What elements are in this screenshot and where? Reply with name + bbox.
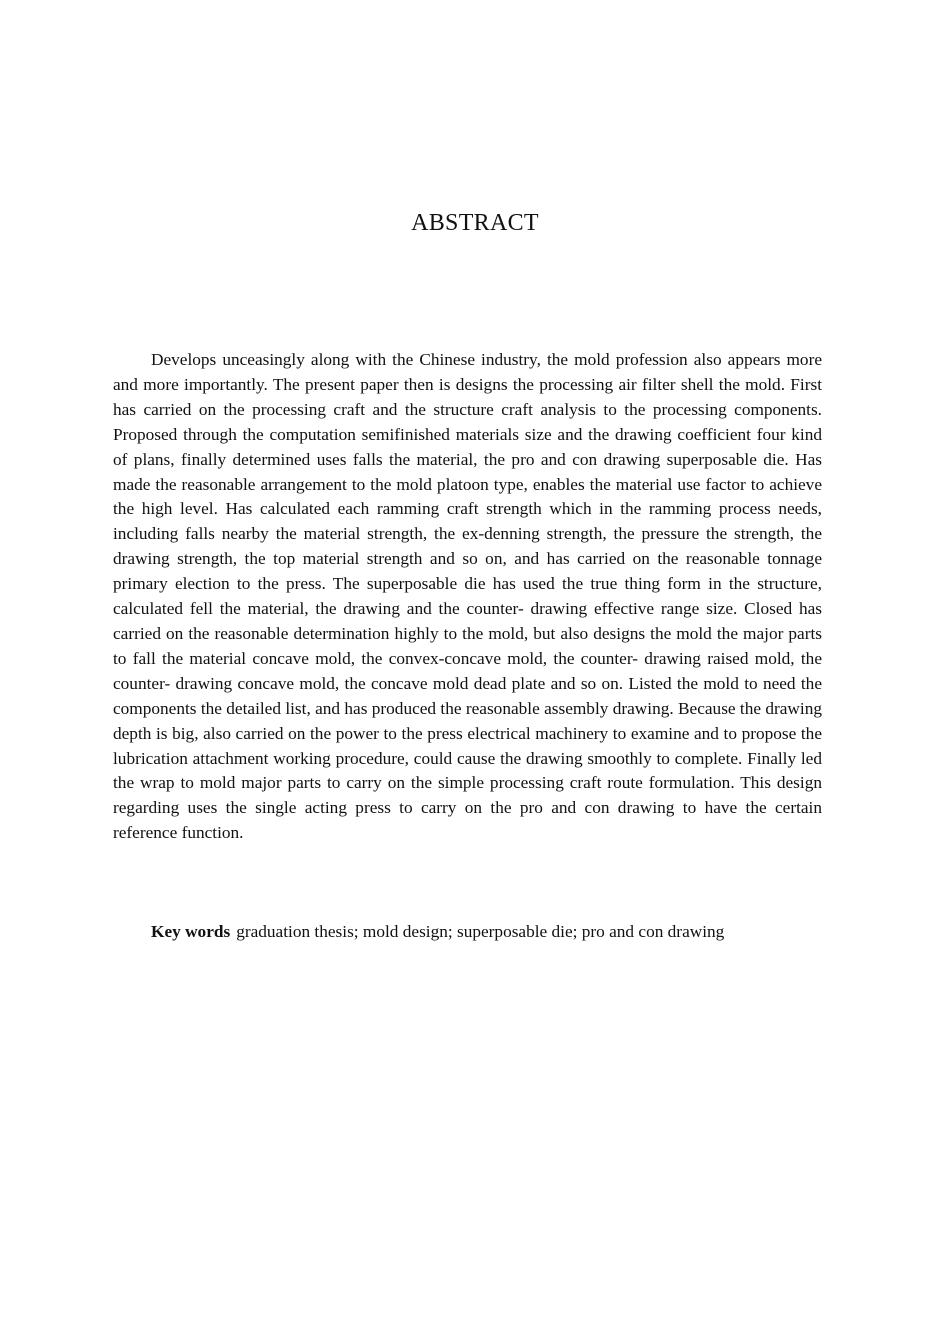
abstract-title: ABSTRACT: [411, 210, 539, 236]
keywords-label: Key words: [151, 922, 231, 941]
keywords-line: [113, 920, 822, 945]
keywords-text: graduation thesis; mold design; superposable die; pro and con drawing: [236, 922, 725, 941]
abstract-body-paragraph: Develops unceasingly along with the Chinese industry, the mold profession also appears more and more importantly. The present paper then is designs the processing air filter shell the mold. First has carried on the processing craft and the structure craft analysis to the processing components. Proposed through the computation semifinished materials size and the drawing coefficient four kind of plans, finally determined uses falls the material, the pro and con drawing superposable die. Has made the reasonable arrangement to the mold platoon type, enables the material use factor to achieve the high level. Has calculated each ramming craft strength which in the ramming process needs, including falls nearby the material strength, the ex-denning strength, the pressure the strength, the drawing strength, the top material strength and so on, and has carried on the reasonable tonnage primary election to the press. The superposable die has used the true thing form in the structure, calculated fell the material, the drawing and the counter- drawing effective range size. Closed has carried on the reasonable determination highly to the mold, but also designs the mold the major parts to fall the material concave mold, the convex-concave mold, the counter- drawing raised mold, the counter- drawing concave mold, the concave mold dead plate and so on. Listed the mold to need the components the detailed list, and has produced the reasonable assembly drawing. Because the drawing depth is big, also carried on the power to the press electrical machinery to examine and to propose the lubrication attachment working procedure, could cause the drawing smoothly to complete. Finally led the wrap to mold major parts to carry on the simple processing craft route formulation. This design regarding uses the single acting press to carry on the pro and con drawing to have the certain reference function.: [113, 350, 822, 843]
